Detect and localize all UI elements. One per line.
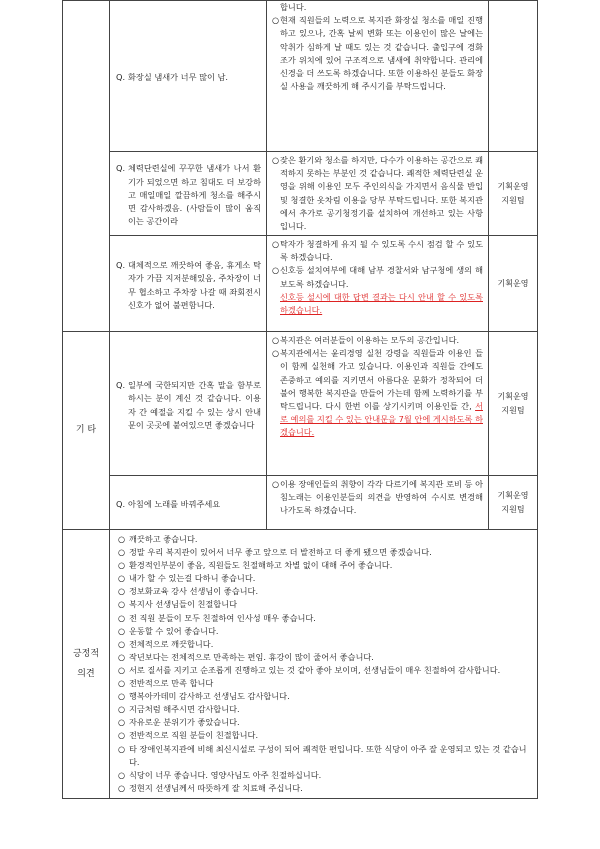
table-row [63,530,538,799]
list-item-text: 복지사 선생님들이 친절합니다 [129,599,238,610]
answer-text: 잦은 환기와 청소를 하지만, 다수가 이용하는 공간으로 쾌적하지 못하는 부분인 것 같습니다. 쾌적한 체력단련실 운영을 위해 이용인 모두 주인의식을 가지면서 음식물 반입 및 청결한 옷차림 이용을 당부 부탁드립니다. 또한 복지관에서 추가로 공기청정기를 설치하여 개선하고 있는 사항입니다. [280,155,483,232]
bullet-marker: ○ [118,678,126,689]
list-item [118,769,531,782]
list-item-text: 타 장애인복지관에 비해 최신시설로 구성이 되어 쾌적한 편입니다. 또한 식당이 아주 잘 운영되고 있는 것 같습니다. [129,743,527,767]
feedback-table [62,0,538,799]
answer-followup-note: 신호등 설시에 대한 답변 결과는 다시 안내 할 수 있도록 하겠습니다. [280,291,483,316]
list-item-text: 서로 질서를 지키고 순조롭게 진행하고 있는 것 같아 좋아 보이며, 선생님들이 매우 친절하여 감사합니다. [129,664,501,675]
answer-followup-note: 서로 예의를 지킬 수 있는 안내문을 7월 안에 게시하도록 하겠습니다. [280,401,483,438]
bullet-marker: ○ [118,547,126,558]
list-item [118,612,531,625]
category-cell [63,530,110,799]
list-item-text: 전반적으로 만족 합니다 [129,678,214,689]
department-label: 기획운영 [497,278,529,288]
category-cell [63,1,110,332]
list-item-text: 전체적으로 깨끗합니다. [129,638,214,649]
question-text: 화장실 냄새가 너무 많이 남. [128,72,229,83]
list-item [118,651,531,664]
bullet-marker: ○ [118,769,126,780]
answer-cell: ○ 복지관은 여러분들이 이용하는 모두의 공간입니다. ○ 복지관에서는 윤리경영 실천 강령을 직원들과 이용인 들이 함께 실천해 가고 있습니다. 이용인과 직원들 간에도 존중하고 예의를 지키면서 아름다운 문화가 정착되어 더불어 행복한 복지관을 만들어 가는데 함께 노력하기를 부탁드립니다. 다시 한번 이를 상기시키며 이용인들 간, 서로 예의를 지킬 수 있는 안내문을 7월 안에 게시하도록 하겠습니다. [267,332,489,476]
list-item-text: 정보화교육 강사 선생님이 좋습니다. [129,586,259,597]
answer-cell: ○ 탁자가 청결하게 유지 될 수 있도록 수시 점검 할 수 있도록 하겠습니다. ○ 신호등 설치여부에 대해 남부 경찰서와 남구청에 생의 해 보도록 하겠습니다. 신호등 설시에 대한 답변 결과는 다시 안내 할 수 있도록 하겠습니다. [267,236,489,332]
bullet-marker: ○ [118,717,126,728]
list-item [118,572,531,585]
list-item-text: 전반적으로 직원 분들이 친절합니다. [129,730,259,741]
answer-cell: 합니다. ○ 현재 직원들의 노력으로 복지관 화장실 청소를 매일 진행하고 있으나, 간혹 날씨 변화 또는 이용인이 많은 날에는 악취가 심하게 날 때도 있는 것 같습니다. 출입구에 경화조가 위치에 있어 구조적으로 냄새에 취약합니다. 관리에 신경을 더 쓰도록 하겠습니다. 또한 이용하신 분들도 화장실 사용을 깨끗하게 해 주시기를 부탁드립니다. [267,1,489,152]
list-item [118,703,531,716]
category-cell [63,332,110,530]
bullet-marker: ○ [118,599,126,610]
positive-opinions-cell [110,530,538,799]
bullet-marker: ○ [118,730,126,741]
bullet-marker: ○ [118,586,126,597]
answer-text: 합니다. [280,2,307,12]
list-item-text: 지금처럼 해주시면 감사합니다. [129,704,240,715]
list-item [118,638,531,651]
answer-text: 복지관에서는 윤리경영 실천 강령을 직원들과 이용인 들이 함께 실천해 가고 있습니다. 이용인과 직원들 간에도 존중하고 예의를 지키면서 아름다운 문화가 정착되어 더불어 행복한 복지관을 만들어 가는데 함께 노력하기를 부탁드립니다. 다시 한번 이를 상기시키며 이용인들 간, [280,348,483,412]
department-cell [489,236,538,332]
bullet-marker: ○ [118,625,126,636]
table-row [63,1,538,152]
list-item [118,716,531,729]
list-item-text: 정말 우리 복지관이 있어서 너무 좋고 앞으로 더 발전하고 더 좋게 됐으면 좋겠습니다. [129,547,432,558]
list-item [118,625,531,638]
department-cell [489,332,538,476]
bullet-marker: ○ [118,560,126,571]
answer-cell: ○ 잦은 환기와 청소를 하지만, 다수가 이용하는 공간으로 쾌적하지 못하는 부분인 것 같습니다. 쾌적한 체력단련실 운영을 위해 이용인 모두 주인의식을 가지면서 음식물 반입 및 청결한 옷차림 이용을 당부 부탁드립니다. 또한 복지관에서 추가로 공기청정기를 설치하여 개선하고 있는 사항입니다. [267,152,489,236]
list-item [118,546,531,559]
list-item-text: 깨끗하고 좋습니다. [129,534,198,544]
department-cell [489,476,538,530]
category-label: 기 타 [75,424,97,435]
list-item-text: 행복아카데미 감사하고 선생님도 감사합니다. [129,691,290,702]
question-cell: Q. 일부에 국한되지만 간혹 말을 함부로 하시는 분이 계신 것 같습니다. 이용자 간 예절을 지킬 수 있는 상시 안내문이 곳곳에 붙여있으면 좋겠습니다 [110,332,267,476]
list-item [118,677,531,690]
answer-text: 이용 장애인들의 취향이 각각 다르기에 복지관 로비 등 아침노래는 이용인분들의 의견을 반영하여 수시로 변경해 나가도록 하겠습니다. [280,479,483,516]
list-item-text: 내가 할 수 있는걸 다하니 좋습니다. [129,573,256,584]
answer-text: 신호등 설치여부에 대해 남부 경찰서와 남구청에 생의 해 보도록 하겠습니다. [280,265,483,289]
list-item [118,782,531,795]
positive-opinions-list [118,533,531,795]
table-row [63,476,538,530]
question-text: 대체적으로 깨끗하여 좋음, 휴게소 탁자가 가끔 지저분해있음, 주차장이 너무 협소하고 주차장 나갈 때 좌회전시 신호가 없어 불편함니다. [128,260,261,310]
department-cell [489,1,538,152]
list-item-text: 운동할 수 있어 좋습니다. [129,625,219,636]
department-cell [489,152,538,236]
table-row [63,236,538,332]
list-item [118,664,531,677]
list-item [118,585,531,598]
list-item-text: 환경적인부분이 좋음, 직원들도 친절해하고 차별 없이 대해 주어 좋습니다. [129,560,393,571]
bullet-marker: ○ [118,638,126,649]
question-cell: Q. 아침에 노래를 바꿔주세요 [110,476,267,530]
list-item [118,533,531,546]
question-cell: Q. 화장실 냄새가 너무 많이 남. [110,1,267,152]
list-item [118,690,531,703]
bullet-marker: ○ [118,782,126,793]
category-label: 긍정적 의견 [72,648,100,679]
answer-cell: ○ 이용 장애인들의 취향이 각각 다르기에 복지관 로비 등 아침노래는 이용인분들의 의견을 반영하여 수시로 변경해 나가도록 하겠습니다. [267,476,489,530]
question-text: 체력단련실에 꾸꾸한 냄새가 나서 환기가 되었으면 하고 침대도 더 보강하고 매일매일 깔끔하게 청소를 해주시면 감사하겠음. (사람들이 많이 움직이는 공간이라 [128,163,261,227]
department-label: 기획운영 지원팀 [497,181,529,205]
bullet-marker: ○ [118,534,126,544]
list-item-text: 작년보다는 전체적으로 만족하는 편임. 휴강이 많이 줄어서 좋습니다. [129,651,374,662]
bullet-marker: ○ [118,612,126,623]
list-item [118,729,531,742]
list-item-text: 식당이 너무 좋습니다. 영양사님도 아주 친절하십니다. [129,769,322,780]
question-cell: Q. 체력단련실에 꾸꾸한 냄새가 나서 환기가 되었으면 하고 침대도 더 보강하고 매일매일 깔끔하게 청소를 해주시면 감사하겠음. (사람들이 많이 움직이는 공간이라 [110,152,267,236]
question-cell: Q. 대체적으로 깨끗하여 좋음, 휴게소 탁자가 가끔 지저분해있음, 주차장이 너무 협소하고 주차장 나갈 때 좌회전시 신호가 없어 불편함니다. [110,236,267,332]
department-label: 기획운영 지원팀 [497,490,529,514]
bullet-marker: ○ [118,664,126,675]
answer-text: 탁자가 청결하게 유지 될 수 있도록 수시 점검 할 수 있도록 하겠습니다. [280,239,483,263]
table-row [63,152,538,236]
bullet-marker: ○ [118,651,126,662]
list-item-text: 정현지 선생님께서 따뜻하게 잘 치료해 주십니다. [129,782,303,793]
list-item-text: 전 직원 분들이 모두 친절하여 인사성 매우 좋습니다. [129,612,316,623]
list-item [118,598,531,611]
answer-text: 현재 직원들의 노력으로 복지관 화장실 청소를 매일 진행하고 있으나, 간혹 날씨 변화 또는 이용인이 많은 날에는 악취가 심하게 날 때도 있는 것 같습니다. 출입구에 경화조가 위치에 있어 구조적으로 냄새에 취약합니다. 관리에 신경을 더 쓰도록 하겠습니다. 또한 이용하신 분들도 화장실 사용을 깨끗하게 해 주시기를 부탁드립니다. [280,15,483,92]
question-text: 아침에 노래를 바꿔주세요 [128,498,221,509]
bullet-marker: ○ [118,573,126,584]
answer-text: 복지관은 여러분들이 이용하는 모두의 공간입니다. [280,335,460,345]
list-item [118,559,531,572]
bullet-marker: ○ [118,704,126,715]
bullet-marker: ○ [118,743,126,754]
list-item [118,743,531,769]
bullet-marker: ○ [118,691,126,702]
department-label: 기획운영 지원팀 [497,391,529,415]
question-text: 일부에 국한되지만 간혹 말을 함부로 하시는 분이 계신 것 같습니다. 이용자 간 예절을 지킬 수 있는 상시 안내문이 곳곳에 붙여있으면 좋겠습니다 [128,380,261,430]
list-item-text: 자유로운 분위기가 좋았습니다. [129,717,240,728]
table-row [63,332,538,476]
